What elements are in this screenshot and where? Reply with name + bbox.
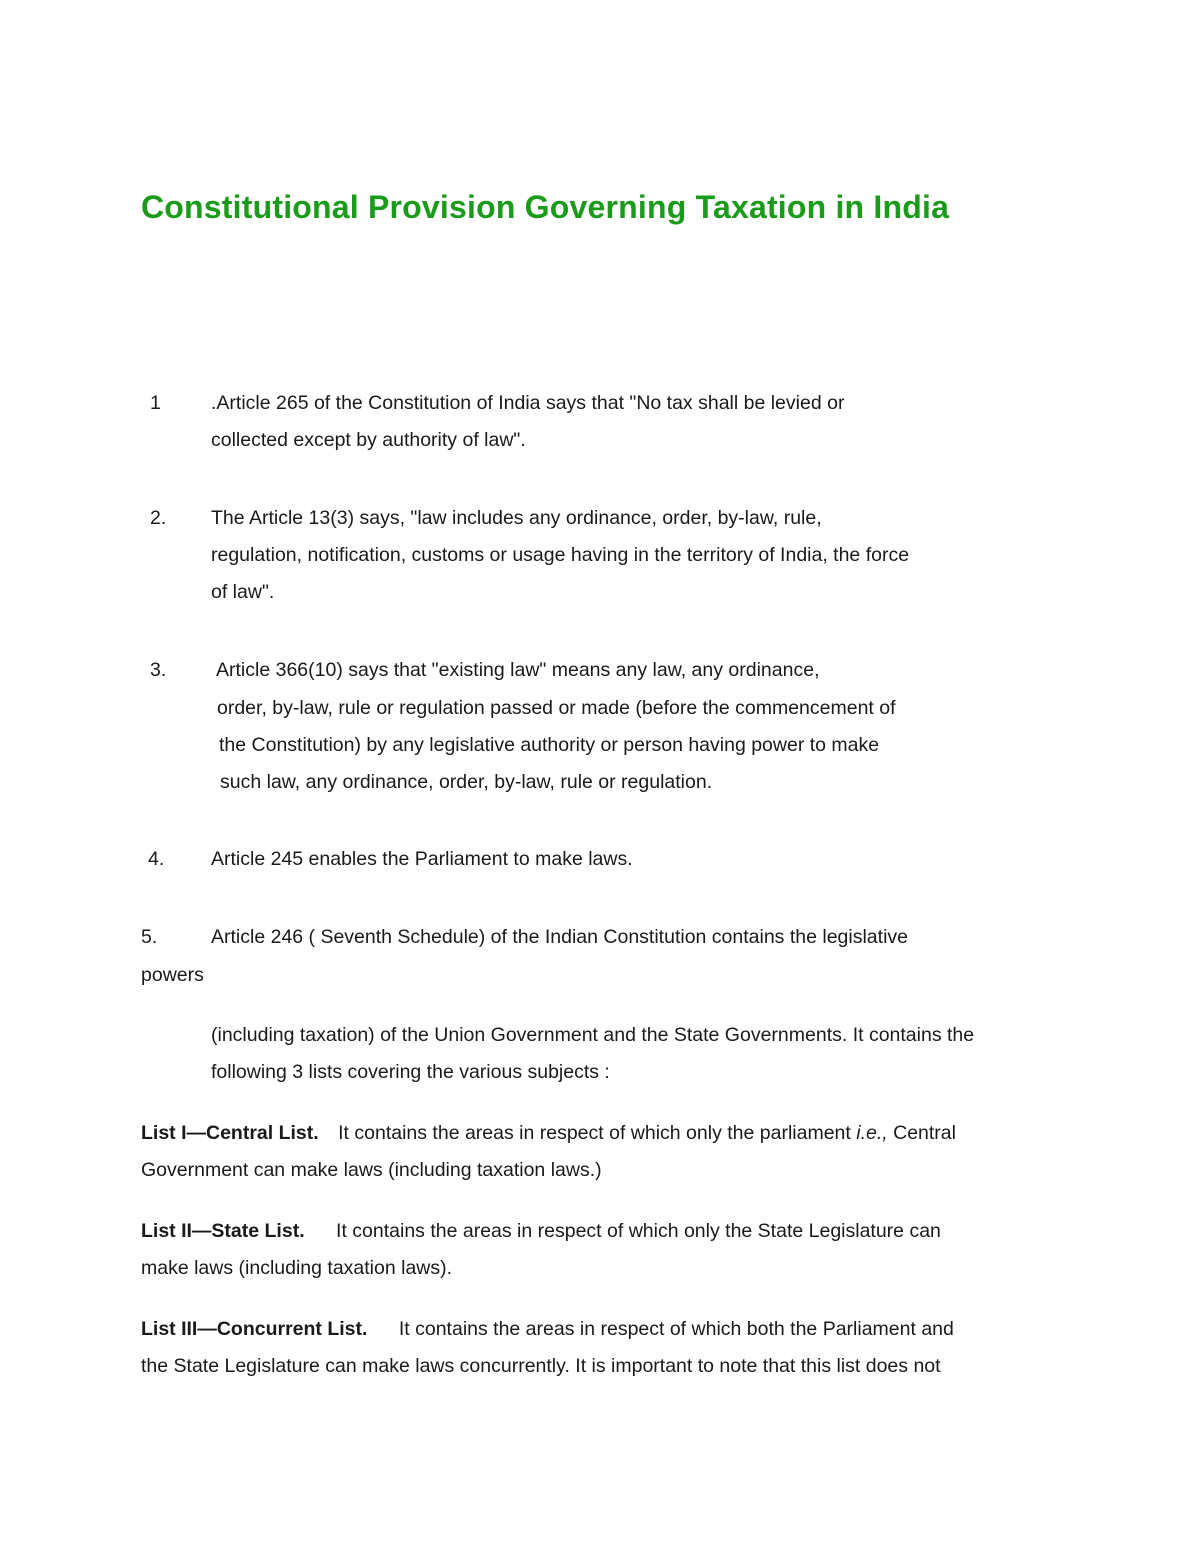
list-1-line-2: Government can make laws (including taxation laws.) — [141, 1159, 602, 1181]
list-3-label: List III—Concurrent List. — [141, 1318, 368, 1340]
item-1-line-2: collected except by authority of law". — [211, 429, 526, 451]
item-4-number: 4. — [148, 848, 165, 870]
list-1-text: It contains the areas in respect of which only the parliament — [338, 1122, 857, 1144]
item-3-line-1: Article 366(10) says that "existing law" means any law, any ordinance, — [216, 659, 820, 681]
item-3-line-2: order, by-law, rule or regulation passed or made (before the commencement of — [217, 697, 896, 719]
document-title: Constitutional Provision Governing Taxation in India — [141, 189, 950, 225]
item-5-line-4: following 3 lists covering the various subjects : — [211, 1061, 610, 1083]
list-3-text: It contains the areas in respect of which both the Parliament and — [398, 1318, 954, 1340]
item-2-number: 2. — [150, 507, 167, 529]
item-3-number: 3. — [150, 659, 167, 681]
item-1-number: 1 — [150, 392, 161, 414]
list-3-line-2: the State Legislature can make laws concurrently. It is important to note that this list does not — [141, 1355, 941, 1377]
item-2-line-3: of law". — [211, 581, 275, 603]
list-2-line-1 — [141, 1219, 941, 1243]
item-3-line-4: such law, any ordinance, order, by-law, rule or regulation. — [220, 771, 713, 793]
item-1-line-1: .Article 265 of the Constitution of India says that "No tax shall be levied or — [211, 392, 845, 414]
list-2-line-2: make laws (including taxation laws). — [141, 1257, 453, 1279]
item-3-line-3: the Constitution) by any legislative authority or person having power to make — [219, 734, 880, 756]
item-5-line-3: (including taxation) of the Union Government and the State Governments. It contains the — [211, 1024, 975, 1046]
list-2-label: List II—State List. — [141, 1220, 305, 1242]
item-5-line-1: Article 246 ( Seventh Schedule) of the Indian Constitution contains the legislative — [211, 926, 909, 948]
list-1-italic: i.e., — [856, 1122, 888, 1144]
item-2-line-2: regulation, notification, customs or usage having in the territory of India, the force — [211, 544, 910, 566]
list-1-label: List I—Central List. — [141, 1122, 319, 1144]
item-5-line-2: powers — [141, 964, 204, 986]
list-1-text-end: Central — [887, 1122, 956, 1144]
list-1-line-1 — [141, 1121, 956, 1145]
list-3-line-1 — [141, 1317, 954, 1341]
item-4-line-1: Article 245 enables the Parliament to make laws. — [211, 848, 633, 870]
list-2-text: It contains the areas in respect of which only the State Legislature can — [336, 1220, 941, 1242]
item-2-line-1: The Article 13(3) says, "law includes any ordinance, order, by-law, rule, — [211, 507, 822, 529]
item-5-number: 5. — [141, 926, 158, 948]
